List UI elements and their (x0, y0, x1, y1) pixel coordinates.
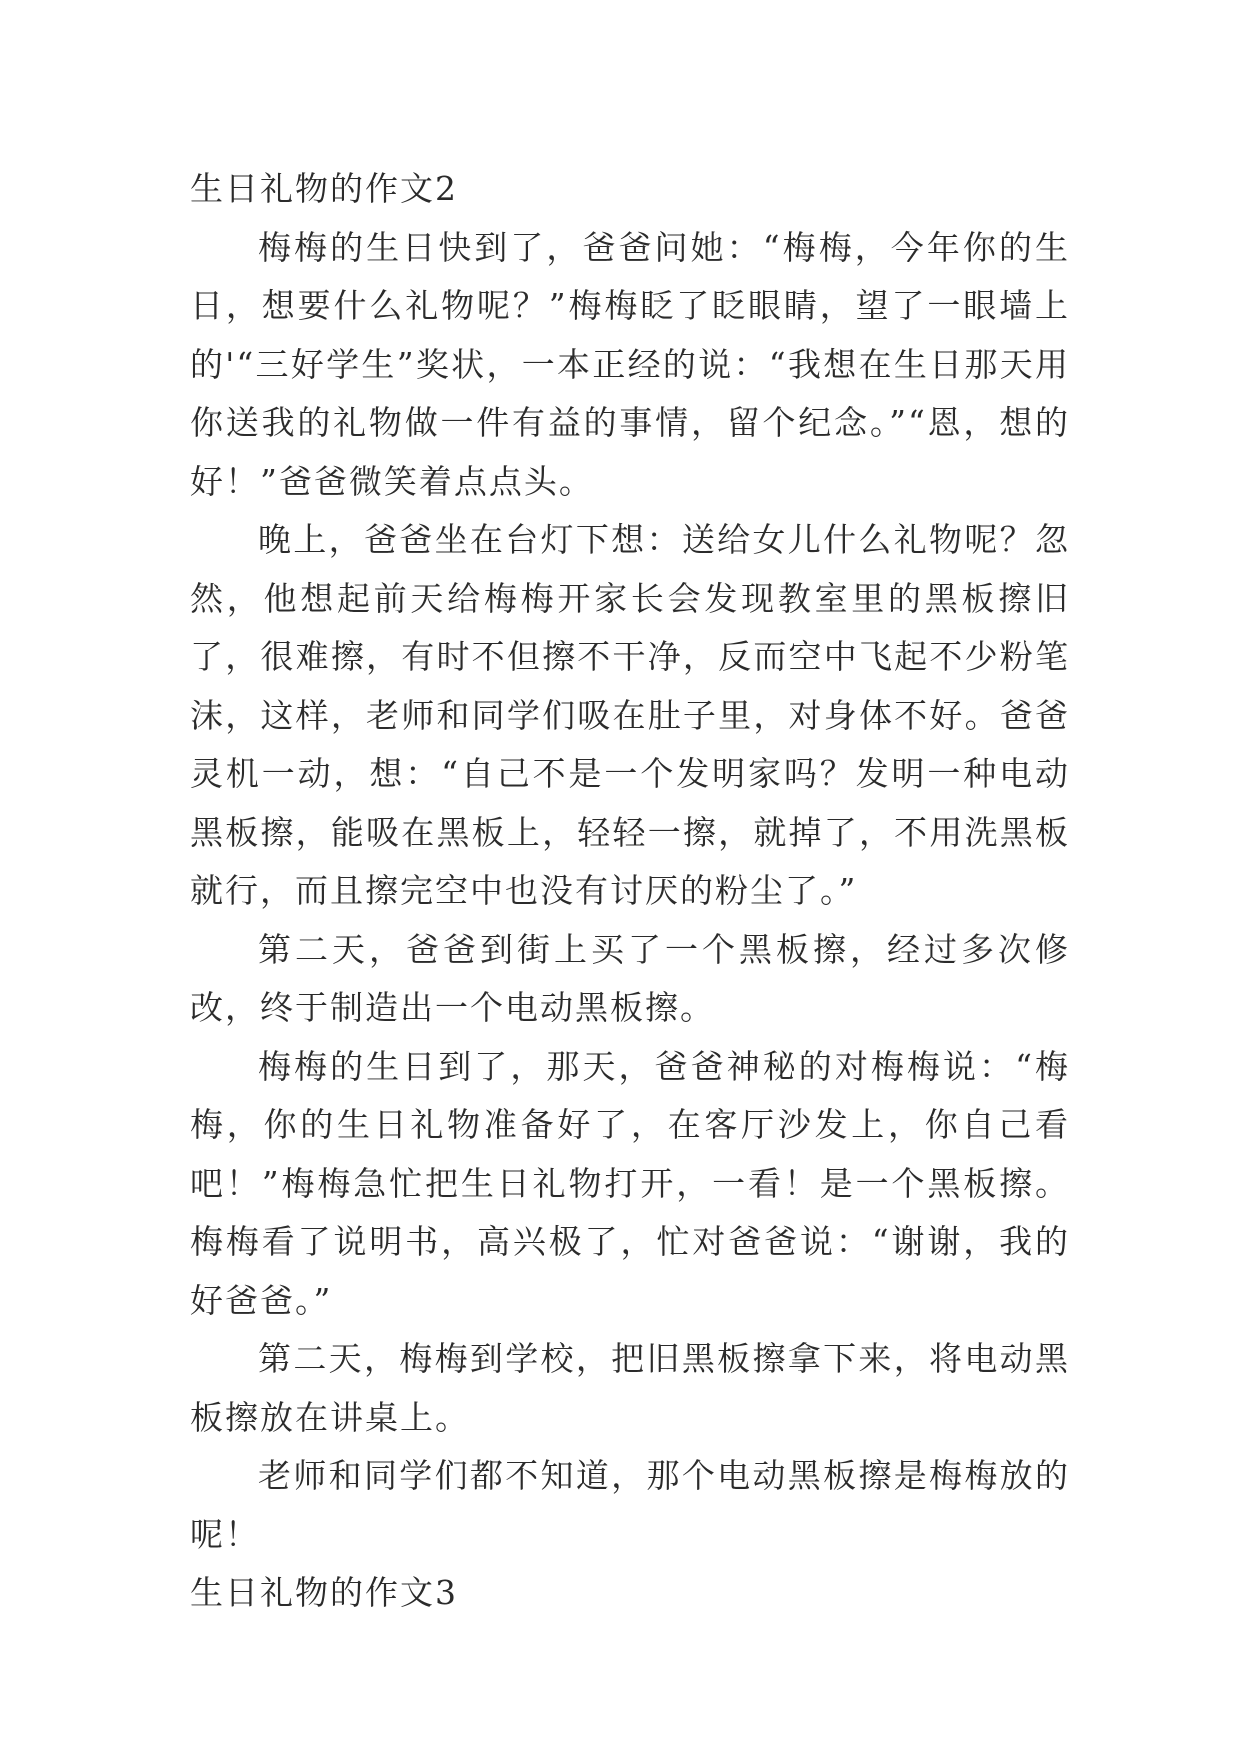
document-body (190, 160, 1070, 1623)
paragraph-4: 梅梅的生日到了，那天，爸爸神秘的对梅梅说：“梅梅，你的生日礼物准备好了，在客厅沙发上，你自己看吧！”梅梅急忙把生日礼物打开，一看！是一个黑板擦。梅梅看了说明书，高兴极了，忙对爸爸说：“谢谢，我的好爸爸。” (190, 1046, 1070, 1320)
paragraph-6: 老师和同学们都不知道，那个电动黑板擦是梅梅放的呢！ (190, 1456, 1070, 1554)
paragraph-2: 晚上，爸爸坐在台灯下想：送给女儿什么礼物呢？忽然，他想起前天给梅梅开家长会发现教室里的黑板擦旧了，很难擦，有时不但擦不干净，反而空中飞起不少粉笔沫，这样，老师和同学们吸在肚子里，对身体不好。爸爸灵机一动，想：“自己不是一个发明家吗？发明一种电动黑板擦，能吸在黑板上，轻轻一擦，就掉了，不用洗黑板就行，而且擦完空中也没有讨厌的粉尘了。” (190, 520, 1070, 910)
paragraph-5: 第二天，梅梅到学校，把旧黑板擦拿下来，将电动黑板擦放在讲桌上。 (190, 1339, 1070, 1437)
essay-heading-3: 生日礼物的作文3 (190, 1573, 458, 1612)
paragraph-1: 梅梅的生日快到了，爸爸问她：“梅梅，今年你的生日，想要什么礼物呢？”梅梅眨了眨眼睛，望了一眼墙上的'“三好学生”奖状，一本正经的说：“我想在生日那天用你送我的礼物做一件有益的事情，留个纪念。”“恩，想的好！”爸爸微笑着点点头。 (190, 227, 1070, 501)
essay-heading-2: 生日礼物的作文2 (190, 169, 458, 208)
paragraph-3: 第二天，爸爸到街上买了一个黑板擦，经过多次修改，终于制造出一个电动黑板擦。 (190, 929, 1070, 1027)
